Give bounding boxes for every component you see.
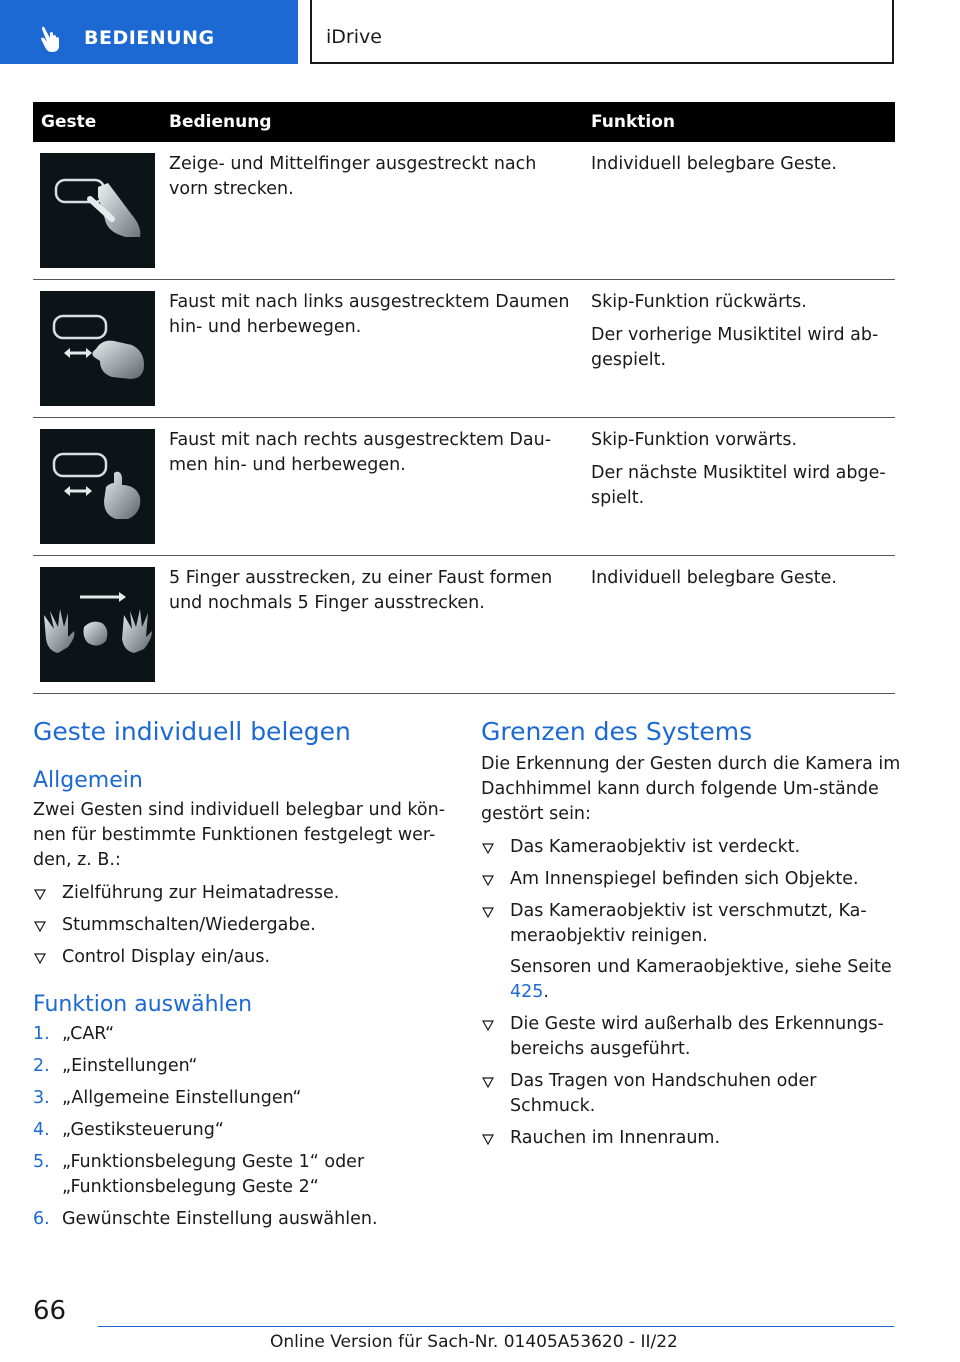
bullet-list (481, 835, 901, 1151)
gesture-table (33, 102, 895, 694)
list-item-text: Die Geste wird außerhalb des Erkennungs-bereichs ausgeführt. (510, 1014, 884, 1059)
row-funktion (591, 566, 891, 599)
step-number: 5. (33, 1152, 50, 1172)
numbered-list (33, 1022, 453, 1232)
list-item (481, 1012, 901, 1062)
list-item (481, 867, 901, 892)
row-bedienung-text: Faust mit nach links ausgestrecktem Daumen hin- und herbewegen. (169, 292, 570, 337)
triangle-bullet-icon (482, 1020, 494, 1031)
cross-reference (510, 955, 901, 1005)
list-item (33, 1022, 453, 1047)
list-item (481, 835, 901, 860)
paragraph: Zwei Gesten sind individuell belegbar und kön-nen für bestimmte Funktionen festgelegt wer-den, z. B.: (33, 800, 446, 870)
row-bedienung-text: 5 Finger ausstrecken, zu einer Faust formen und nochmals 5 Finger ausstrecken. (169, 568, 553, 613)
table-row (33, 142, 895, 280)
footer-divider (98, 1326, 894, 1327)
row-funktion-text: Skip-Funktion vorwärts. (591, 430, 798, 450)
cross-reference-text: Sensoren und Kameraobjektive, siehe Seite (510, 957, 892, 977)
list-item (33, 1086, 453, 1111)
paragraph: Die Erkennung der Gesten durch die Kamera im Dachhimmel kann durch folgende Um-stände gestört sein: (481, 754, 901, 824)
row-funktion-text: Skip-Funktion rückwärts. (591, 292, 807, 312)
list-item-text: Das Kameraobjektiv ist verschmutzt, Ka-meraobjektiv reinigen. (510, 901, 867, 946)
chapter-tab (0, 0, 298, 64)
row-bedienung-text: Faust mit nach rechts ausgestrecktem Dau-men hin- und herbewegen. (169, 430, 552, 475)
row-bedienung-text: Zeige- und Mittelfinger ausgestreckt nach vorn strecken. (169, 154, 537, 199)
list-item-text: Control Display ein/aus. (62, 947, 271, 967)
five-finger-fist-gesture-icon (40, 567, 155, 682)
table-row (33, 556, 895, 694)
col-header-bedienung: Bedienung (169, 112, 272, 132)
list-item (481, 1069, 901, 1119)
col-header-geste: Geste (41, 112, 97, 132)
fist-thumb-right-gesture-icon (40, 429, 155, 544)
step-number: 3. (33, 1088, 50, 1108)
step-number: 6. (33, 1209, 50, 1229)
row-funktion-text: Individuell belegbare Geste. (591, 154, 837, 174)
row-funktion-text: Der nächste Musiktitel wird abge-spielt. (591, 463, 886, 508)
chapter-label: BEDIENUNG (84, 27, 215, 49)
section-header (310, 0, 894, 64)
list-item (33, 1118, 453, 1143)
list-item (33, 881, 453, 906)
triangle-bullet-icon (482, 875, 494, 886)
fist-thumb-left-gesture-icon (40, 291, 155, 406)
triangle-bullet-icon (482, 843, 494, 854)
list-item (481, 899, 901, 1005)
list-item (481, 1126, 901, 1151)
step-text: „Einstellungen“ (62, 1056, 198, 1076)
triangle-bullet-icon (482, 907, 494, 918)
list-item (33, 1207, 453, 1232)
list-item-text: Zielführung zur Heimatadresse. (62, 883, 340, 903)
list-item (33, 913, 453, 938)
list-item-text: Das Tragen von Handschuhen oder Schmuck. (510, 1071, 817, 1116)
step-text: Gewünschte Einstellung auswählen. (62, 1209, 378, 1229)
col-header-funktion: Funktion (591, 112, 676, 132)
triangle-bullet-icon (34, 889, 46, 900)
list-item (33, 1150, 453, 1200)
section-label: iDrive (326, 26, 382, 48)
row-funktion (591, 428, 891, 519)
hand-pointer-icon (38, 24, 68, 54)
two-finger-point-gesture-icon (40, 153, 155, 268)
table-row (33, 280, 895, 418)
right-column (481, 712, 901, 1158)
triangle-bullet-icon (482, 1134, 494, 1145)
left-column (33, 712, 453, 1239)
triangle-bullet-icon (34, 921, 46, 932)
table-header (33, 102, 895, 142)
step-text: „Funktionsbelegung Geste 1“ oder „Funktionsbelegung Geste 2“ (62, 1152, 365, 1197)
step-text: „Gestiksteuerung“ (62, 1120, 224, 1140)
step-number: 1. (33, 1024, 50, 1044)
step-text: „Allgemeine Einstellungen“ (62, 1088, 302, 1108)
triangle-bullet-icon (482, 1077, 494, 1088)
bullet-list (33, 881, 453, 970)
online-version-note: Online Version für Sach-Nr. 01405A53620 - II/22 (270, 1332, 678, 1352)
list-item (33, 945, 453, 970)
section-title: Grenzen des Systems (481, 717, 753, 746)
list-item-text: Am Innenspiegel befinden sich Objekte. (510, 869, 859, 889)
list-item-text: Rauchen im Innenraum. (510, 1128, 721, 1148)
page-link[interactable]: 425 (510, 982, 544, 1002)
table-row (33, 418, 895, 556)
section-title: Geste individuell belegen (33, 717, 351, 746)
page-number: 66 (33, 1296, 67, 1326)
list-item-text: Das Kameraobjektiv ist verdeckt. (510, 837, 801, 857)
row-funktion-text: Der vorherige Musiktitel wird ab-gespielt. (591, 325, 879, 370)
subsection-title: Allgemein (33, 768, 143, 793)
row-funktion (591, 152, 891, 185)
row-funktion (591, 290, 891, 381)
list-item-text: Stummschalten/Wiedergabe. (62, 915, 316, 935)
step-number: 2. (33, 1056, 50, 1076)
step-number: 4. (33, 1120, 50, 1140)
triangle-bullet-icon (34, 953, 46, 964)
step-text: „CAR“ (62, 1024, 115, 1044)
list-item (33, 1054, 453, 1079)
cross-reference-suffix: . (543, 982, 549, 1002)
subsection-title: Funktion auswählen (33, 992, 253, 1017)
row-funktion-text: Individuell belegbare Geste. (591, 568, 837, 588)
